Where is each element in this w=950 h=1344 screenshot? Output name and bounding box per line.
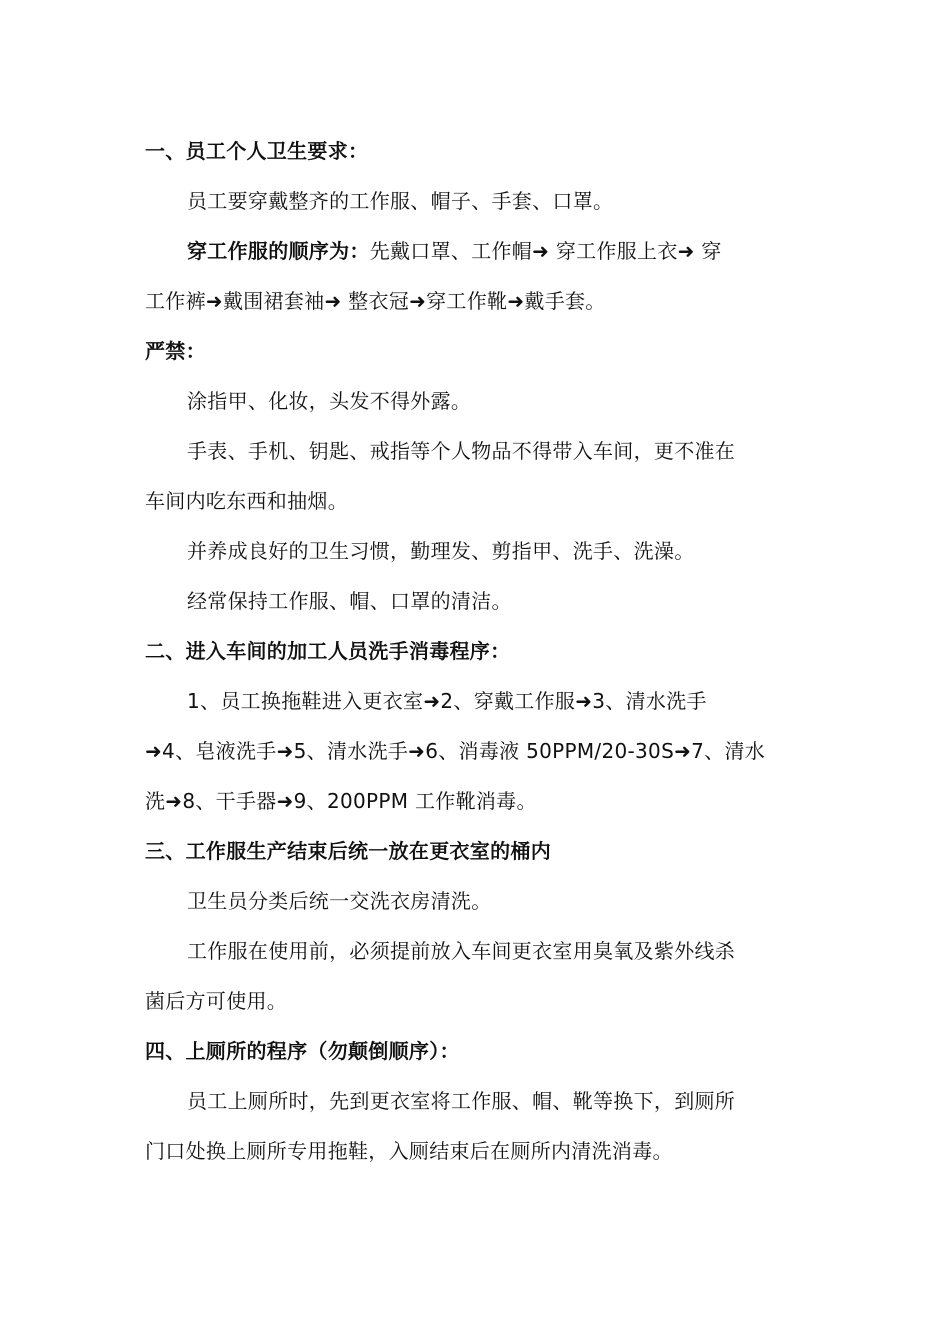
prohibit-label: 严禁： xyxy=(145,339,206,363)
section-1-paragraph-5: 并养成良好的卫生习惯，勤理发、剪指甲、洗手、洗澡。 xyxy=(187,539,695,563)
section-3-paragraph-1: 卫生员分类后统一交洗衣房清洗。 xyxy=(187,889,492,913)
section-3-paragraph-2-line-1: 工作服在使用前，必须提前放入车间更衣室用臭氧及紫外线杀 xyxy=(187,939,736,963)
section-1-paragraph-4-line-2: 车间内吃东西和抽烟。 xyxy=(145,489,348,513)
section-4-heading: 四、上厕所的程序（勿颠倒顺序）： xyxy=(145,1039,460,1063)
section-1-paragraph-1: 员工要穿戴整齐的工作服、帽子、手套、口罩。 xyxy=(187,189,614,213)
section-2-heading: 二、进入车间的加工人员洗手消毒程序： xyxy=(145,639,511,663)
order-text: 先戴口罩、工作帽➜ 穿工作服上衣➜ 穿 xyxy=(369,239,722,263)
section-2-steps-line-2: ➜4、皂液洗手➜5、清水洗手➜6、消毒液 50PPM/20-30S➜7、清水 xyxy=(145,739,766,763)
section-1-order-line-2: 工作裤➜戴围裙套袖➜ 整衣冠➜穿工作靴➜戴手套。 xyxy=(145,289,606,313)
section-2-steps-line-3: 洗➜8、干手器➜9、200PPM 工作靴消毒。 xyxy=(145,789,537,813)
section-1-paragraph-6: 经常保持工作服、帽、口罩的清洁。 xyxy=(187,589,512,613)
section-1-heading: 一、员工个人卫生要求： xyxy=(145,139,369,163)
section-4-paragraph-line-1: 员工上厕所时，先到更衣室将工作服、帽、靴等换下，到厕所 xyxy=(187,1089,736,1113)
section-3-heading: 三、工作服生产结束后统一放在更衣室的桶内 xyxy=(145,839,551,863)
section-1-paragraph-4-line-1: 手表、手机、钥匙、戒指等个人物品不得带入车间，更不准在 xyxy=(187,439,736,463)
section-4-paragraph-line-2: 门口处换上厕所专用拖鞋，入厕结束后在厕所内清洗消毒。 xyxy=(145,1139,673,1163)
section-1-order-line-1 xyxy=(187,236,807,266)
order-label: 穿工作服的顺序为： xyxy=(187,239,370,263)
section-1-paragraph-3: 涂指甲、化妆，头发不得外露。 xyxy=(187,389,472,413)
section-2-steps-line-1: 1、员工换拖鞋进入更衣室➜2、穿戴工作服➜3、清水洗手 xyxy=(187,689,707,713)
section-3-paragraph-2-line-2: 菌后方可使用。 xyxy=(145,989,288,1013)
